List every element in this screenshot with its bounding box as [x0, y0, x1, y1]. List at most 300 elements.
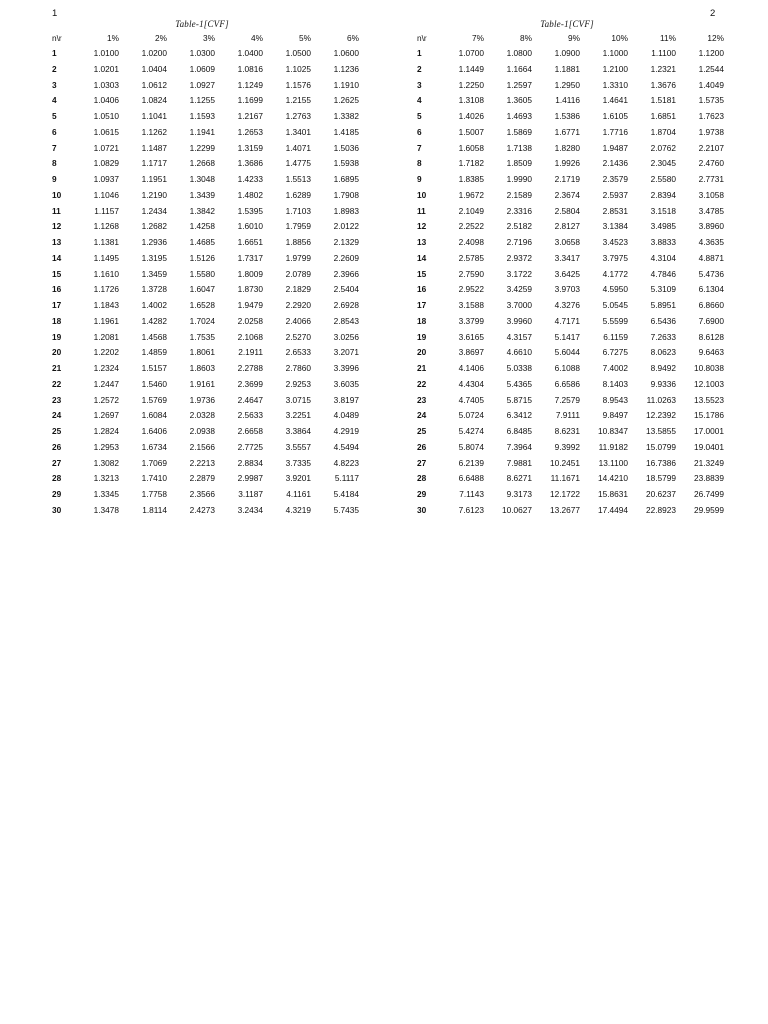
period-cell: 20	[52, 347, 62, 358]
factor-cell: 6.1088	[554, 363, 580, 373]
factor-cell: 8.9543	[602, 394, 628, 405]
factor-cell: 7.9111	[555, 410, 580, 421]
factor-cell: 2.3699	[237, 378, 263, 389]
factor-cell: 6.3412	[506, 410, 532, 421]
factor-cell: 1.2447	[93, 378, 119, 389]
factor-cell: 2.2879	[189, 473, 215, 484]
column-header-n-r: n\r	[417, 33, 427, 43]
factor-cell: 1.3213	[93, 473, 119, 484]
factor-cell: 1.3478	[93, 504, 119, 515]
factor-cell: 4.1772	[602, 268, 628, 279]
factor-cell: 2.7196	[506, 237, 532, 247]
table-row	[50, 440, 362, 456]
table-row	[50, 456, 362, 472]
factor-cell: 4.7405	[458, 394, 484, 405]
factor-cell: 1.0700	[458, 48, 484, 58]
factor-cell: 1.3345	[93, 489, 119, 499]
table-row	[50, 471, 362, 487]
factor-cell: 1.6289	[285, 189, 311, 200]
factor-cell: 19.0401	[694, 441, 724, 452]
table-row	[50, 156, 362, 172]
factor-cell: 1.4568	[141, 331, 167, 342]
factor-cell: 1.9487	[602, 142, 628, 153]
factor-cell: 8.0623	[650, 347, 676, 358]
factor-cell: 4.2919	[333, 426, 359, 436]
factor-cell: 4.8871	[698, 252, 724, 263]
period-cell: 7	[52, 142, 57, 153]
factor-cell: 4.3219	[285, 504, 311, 515]
factor-cell: 1.2950	[554, 79, 580, 90]
factor-cell: 2.1589	[506, 189, 532, 200]
factor-cell: 29.9599	[694, 504, 724, 515]
factor-cell: 1.3728	[141, 284, 167, 295]
factor-cell: 1.1041	[141, 111, 167, 121]
factor-cell: 2.3966	[333, 268, 359, 279]
factor-cell: 6.1304	[698, 284, 724, 295]
factor-cell: 5.0724	[458, 410, 484, 421]
factor-cell: 8.6271	[506, 473, 532, 484]
factor-cell: 2.5785	[458, 252, 484, 263]
factor-cell: 2.4273	[189, 504, 215, 515]
factor-cell: 1.0609	[189, 63, 215, 74]
period-cell: 26	[52, 441, 62, 452]
factor-cell: 2.1566	[189, 441, 215, 452]
factor-cell: 4.3157	[506, 331, 532, 342]
table-row	[50, 487, 362, 503]
factor-cell: 2.7731	[698, 174, 724, 184]
factor-cell: 2.4647	[237, 394, 263, 405]
column-header-rate: 5%	[299, 33, 311, 43]
factor-cell: 1.6105	[602, 111, 628, 121]
table-row	[50, 408, 362, 424]
factor-cell: 1.8983	[333, 205, 359, 216]
period-cell: 29	[52, 489, 62, 499]
period-cell: 19	[417, 331, 427, 342]
factor-cell: 2.3566	[189, 489, 215, 499]
period-cell: 17	[52, 300, 62, 310]
factor-cell: 1.2324	[93, 363, 119, 373]
factor-cell: 4.0489	[333, 410, 359, 421]
factor-cell: 1.0400	[237, 48, 263, 58]
factor-cell: 1.8856	[285, 237, 311, 247]
factor-cell: 2.9987	[237, 473, 263, 484]
factor-cell: 1.0404	[141, 63, 167, 74]
factor-cell: 13.2677	[550, 504, 580, 515]
table-row	[50, 424, 362, 440]
table-row	[415, 156, 727, 172]
factor-cell: 1.0600	[333, 48, 359, 58]
table-row	[415, 424, 727, 440]
factor-cell: 10.8038	[694, 363, 724, 373]
factor-cell: 1.9990	[506, 174, 532, 184]
table-body	[415, 46, 727, 519]
factor-cell: 2.6928	[333, 300, 359, 310]
factor-cell: 1.5460	[141, 378, 167, 389]
factor-cell: 1.1268	[93, 221, 119, 232]
factor-cell: 2.1436	[602, 158, 628, 169]
period-cell: 14	[52, 252, 62, 263]
factor-cell: 1.7138	[506, 142, 532, 153]
factor-cell: 1.1610	[93, 268, 119, 279]
factor-cell: 1.3159	[237, 142, 263, 153]
period-cell: 14	[417, 252, 427, 263]
factor-cell: 1.7317	[237, 252, 263, 263]
period-cell: 6	[417, 126, 422, 137]
factor-cell: 1.4641	[602, 95, 628, 106]
period-cell: 20	[417, 347, 427, 358]
factor-cell: 14.4210	[598, 473, 628, 484]
period-cell: 18	[417, 315, 427, 326]
factor-cell: 9.3992	[554, 441, 580, 452]
column-header-rate: 8%	[520, 33, 532, 43]
factor-cell: 4.6610	[506, 347, 532, 358]
period-cell: 17	[417, 300, 427, 310]
factor-cell: 1.2697	[93, 410, 119, 421]
factor-cell: 1.2321	[650, 63, 676, 74]
factor-cell: 1.7024	[189, 315, 215, 326]
factor-cell: 3.1384	[602, 221, 628, 232]
column-header-rate: 3%	[203, 33, 215, 43]
factor-cell: 2.1329	[333, 237, 359, 247]
factor-cell: 1.2250	[458, 79, 484, 90]
factor-cell: 2.1829	[285, 284, 311, 295]
factor-cell: 1.1951	[141, 174, 167, 184]
factor-cell: 2.8531	[602, 205, 628, 216]
factor-cell: 2.1049	[458, 205, 484, 216]
factor-cell: 1.8280	[554, 142, 580, 153]
factor-cell: 1.7535	[189, 331, 215, 342]
factor-cell: 1.0406	[93, 95, 119, 106]
factor-cell: 1.7716	[602, 126, 628, 137]
factor-cell: 1.4258	[189, 221, 215, 232]
period-cell: 4	[417, 95, 422, 106]
factor-cell: 2.2609	[333, 252, 359, 263]
table-row	[415, 408, 727, 424]
table-row	[50, 361, 362, 377]
factor-cell: 3.3799	[458, 315, 484, 326]
factor-cell: 1.1726	[93, 284, 119, 295]
factor-cell: 1.8009	[237, 268, 263, 279]
table-row	[415, 235, 727, 251]
factor-cell: 2.3579	[602, 174, 628, 184]
factor-cell: 3.1722	[506, 268, 532, 279]
factor-cell: 6.2139	[458, 457, 484, 468]
column-header-rate: 11%	[660, 33, 676, 43]
table-header-row	[50, 31, 362, 46]
factor-cell: 1.8385	[458, 174, 484, 184]
factor-cell: 3.8960	[698, 221, 724, 232]
factor-cell: 3.8197	[333, 394, 359, 405]
factor-cell: 1.5395	[237, 205, 263, 216]
factor-cell: 10.2451	[550, 457, 580, 468]
factor-cell: 2.6533	[285, 347, 311, 358]
period-cell: 7	[417, 142, 422, 153]
factor-cell: 1.5869	[506, 126, 532, 137]
period-cell: 27	[52, 457, 62, 468]
factor-cell: 1.0927	[189, 79, 215, 90]
factor-cell: 5.4365	[506, 378, 532, 389]
factor-cell: 1.7410	[141, 473, 167, 484]
factor-cell: 1.5007	[458, 126, 484, 137]
factor-cell: 1.0201	[93, 63, 119, 74]
factor-cell: 3.1058	[698, 189, 724, 200]
factor-cell: 2.2522	[458, 221, 484, 232]
period-cell: 16	[52, 284, 62, 295]
period-cell: 28	[52, 473, 62, 484]
factor-cell: 2.5270	[285, 331, 311, 342]
factor-cell: 1.4002	[141, 300, 167, 310]
factor-cell: 1.1699	[237, 95, 263, 106]
factor-cell: 9.8497	[602, 410, 628, 421]
factor-cell: 5.0545	[602, 300, 628, 310]
factor-cell: 1.3459	[141, 268, 167, 279]
table-row	[415, 267, 727, 283]
table-row	[50, 267, 362, 283]
factor-cell: 13.5523	[694, 394, 724, 405]
table-row	[415, 282, 727, 298]
factor-cell: 6.1159	[603, 331, 628, 342]
period-cell: 23	[417, 394, 427, 405]
factor-cell: 1.1910	[333, 79, 359, 90]
period-cell: 6	[52, 126, 57, 137]
factor-cell: 1.2299	[189, 142, 215, 153]
factor-cell: 1.1262	[141, 126, 167, 137]
period-cell: 11	[52, 205, 61, 216]
factor-cell: 1.9479	[237, 300, 263, 310]
factor-cell: 3.0256	[333, 331, 359, 342]
factor-cell: 1.0824	[141, 95, 167, 106]
period-cell: 1	[52, 48, 57, 58]
factor-cell: 1.6895	[333, 174, 359, 184]
period-cell: 2	[417, 63, 422, 74]
factor-cell: 1.2544	[698, 63, 724, 74]
factor-cell: 1.9736	[189, 394, 215, 405]
factor-cell: 5.3109	[650, 284, 676, 295]
factor-cell: 1.2190	[141, 189, 167, 200]
factor-cell: 3.6165	[458, 331, 484, 342]
factor-cell: 3.3417	[554, 252, 580, 263]
table-row	[50, 78, 362, 94]
factor-cell: 1.2668	[189, 158, 215, 169]
factor-cell: 6.6488	[458, 473, 484, 484]
factor-cell: 2.8543	[333, 315, 359, 326]
factor-cell: 4.5950	[602, 284, 628, 295]
factor-cell: 15.0799	[646, 441, 676, 452]
period-cell: 19	[52, 331, 62, 342]
factor-cell: 1.1157	[94, 205, 119, 216]
factor-cell: 1.3676	[650, 79, 676, 90]
table-row	[415, 345, 727, 361]
factor-cell: 5.6044	[554, 347, 580, 358]
factor-cell: 3.9201	[285, 473, 311, 484]
period-cell: 10	[417, 189, 427, 200]
table-row	[415, 125, 727, 141]
table-row	[415, 62, 727, 78]
table-body	[50, 46, 362, 519]
factor-cell: 1.9926	[554, 158, 580, 169]
factor-cell: 3.1588	[458, 300, 484, 310]
factor-cell: 2.1068	[237, 331, 263, 342]
factor-cell: 1.4859	[141, 347, 167, 358]
factor-cell: 7.2633	[650, 331, 676, 342]
factor-cell: 4.3276	[554, 300, 580, 310]
factor-cell: 1.1200	[698, 48, 724, 58]
factor-cell: 1.6651	[237, 237, 263, 247]
factor-cell: 1.1025	[285, 63, 311, 74]
period-cell: 13	[52, 237, 62, 247]
table-row	[50, 93, 362, 109]
factor-cell: 1.1255	[189, 95, 215, 106]
table-row	[415, 188, 727, 204]
factor-cell: 1.2572	[93, 394, 119, 405]
table-title-right: Table-1[CVF]	[540, 19, 594, 29]
factor-cell: 7.9881	[506, 457, 532, 468]
table-row	[50, 251, 362, 267]
factor-cell: 8.6231	[554, 426, 580, 436]
factor-cell: 4.8223	[333, 457, 359, 468]
table-header-row	[415, 31, 727, 46]
factor-cell: 1.1236	[333, 63, 359, 74]
factor-cell: 2.6658	[237, 426, 263, 436]
factor-cell: 2.0258	[237, 315, 263, 326]
table-row	[50, 172, 362, 188]
period-cell: 8	[52, 158, 57, 169]
factor-cell: 2.3045	[650, 158, 676, 169]
table-row	[415, 219, 727, 235]
factor-cell: 2.5804	[554, 205, 580, 216]
factor-cell: 2.3316	[506, 205, 532, 216]
factor-cell: 3.6425	[554, 268, 580, 279]
factor-cell: 22.8923	[646, 504, 676, 515]
factor-cell: 1.4685	[189, 237, 215, 247]
factor-cell: 1.5580	[189, 268, 215, 279]
table-title-left: Table-1[CVF]	[175, 19, 229, 29]
factor-cell: 1.4775	[285, 158, 311, 169]
factor-cell: 4.1406	[458, 363, 484, 373]
factor-cell: 1.0300	[189, 48, 215, 58]
table-row	[415, 46, 727, 62]
period-cell: 30	[52, 504, 62, 515]
period-cell: 22	[52, 378, 62, 389]
factor-cell: 4.4304	[458, 378, 484, 389]
factor-cell: 1.9672	[458, 189, 484, 200]
period-cell: 16	[417, 284, 427, 295]
column-header-n-r: n\r	[52, 33, 62, 43]
period-cell: 5	[417, 111, 422, 121]
factor-cell: 3.4785	[698, 205, 724, 216]
table-row	[415, 440, 727, 456]
factor-cell: 1.0816	[237, 63, 263, 74]
factor-cell: 1.2625	[333, 95, 359, 106]
factor-cell: 3.7000	[506, 300, 532, 310]
factor-cell: 1.5036	[333, 142, 359, 153]
period-cell: 24	[417, 410, 427, 421]
table-row	[415, 109, 727, 125]
factor-cell: 2.5580	[650, 174, 676, 184]
table-row	[415, 251, 727, 267]
factor-cell: 10.8347	[598, 426, 628, 436]
table-row	[415, 78, 727, 94]
period-cell: 8	[417, 158, 422, 169]
factor-cell: 2.7725	[237, 441, 263, 452]
period-cell: 30	[417, 504, 427, 515]
factor-cell: 1.7182	[458, 158, 484, 169]
factor-cell: 4.3104	[650, 252, 676, 263]
factor-cell: 7.4002	[602, 363, 628, 373]
factor-cell: 1.4802	[237, 189, 263, 200]
cvf-table-left	[50, 31, 362, 519]
cvf-table-right	[415, 31, 727, 519]
factor-cell: 1.7069	[141, 457, 167, 468]
factor-cell: 1.5157	[141, 363, 167, 373]
factor-cell: 6.8660	[698, 300, 724, 310]
factor-cell: 1.1664	[506, 63, 532, 74]
factor-cell: 1.3686	[237, 158, 263, 169]
factor-cell: 5.4736	[698, 268, 724, 279]
factor-cell: 1.7103	[285, 205, 311, 216]
factor-cell: 4.5494	[333, 441, 359, 452]
factor-cell: 1.4282	[141, 315, 167, 326]
factor-cell: 1.2100	[602, 63, 628, 74]
factor-cell: 3.4985	[650, 221, 676, 232]
factor-cell: 18.5799	[646, 473, 676, 484]
factor-cell: 1.6047	[189, 284, 215, 295]
table-row	[50, 330, 362, 346]
factor-cell: 1.0800	[506, 48, 532, 58]
table-row	[415, 314, 727, 330]
factor-cell: 1.3310	[602, 79, 628, 90]
table-row	[50, 393, 362, 409]
period-cell: 3	[52, 79, 57, 90]
period-cell: 9	[417, 174, 422, 184]
factor-cell: 1.0829	[93, 158, 119, 169]
factor-cell: 1.0510	[93, 111, 119, 121]
factor-cell: 3.3996	[333, 363, 359, 373]
table-row	[415, 361, 727, 377]
factor-cell: 1.1941	[189, 126, 215, 137]
factor-cell: 5.8074	[458, 441, 484, 452]
table-row	[50, 204, 362, 220]
factor-cell: 6.6586	[554, 378, 580, 389]
factor-cell: 1.0900	[554, 48, 580, 58]
factor-cell: 4.7171	[554, 315, 580, 326]
factor-cell: 26.7499	[694, 489, 724, 499]
factor-cell: 1.0200	[141, 48, 167, 58]
period-cell: 15	[417, 268, 427, 279]
factor-cell: 1.0721	[93, 142, 119, 153]
factor-cell: 1.4233	[237, 174, 263, 184]
factor-cell: 2.9253	[285, 378, 311, 389]
table-row	[50, 62, 362, 78]
factor-cell: 2.0938	[189, 426, 215, 436]
factor-cell: 1.2434	[141, 205, 167, 216]
factor-cell: 3.7335	[285, 457, 311, 468]
factor-cell: 1.8061	[189, 347, 215, 358]
factor-cell: 1.0100	[93, 48, 119, 58]
table-row	[415, 141, 727, 157]
table-row	[415, 330, 727, 346]
factor-cell: 1.8603	[189, 363, 215, 373]
factor-cell: 3.5557	[285, 441, 311, 452]
factor-cell: 2.9522	[458, 284, 484, 295]
factor-cell: 2.1911	[238, 347, 263, 358]
factor-cell: 1.3108	[458, 95, 484, 106]
factor-cell: 8.6128	[698, 331, 724, 342]
factor-cell: 2.2107	[698, 142, 724, 153]
factor-cell: 2.5182	[506, 221, 532, 232]
factor-cell: 9.6463	[698, 347, 724, 358]
period-cell: 21	[417, 363, 427, 373]
